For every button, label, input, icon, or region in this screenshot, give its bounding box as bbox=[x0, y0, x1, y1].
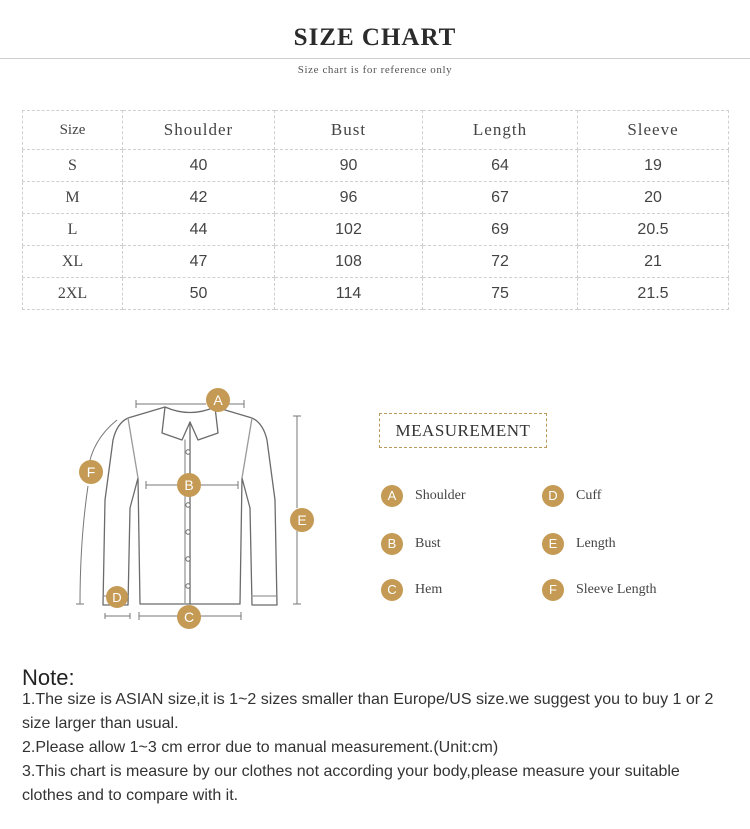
svg-text:F: F bbox=[86, 464, 96, 480]
marker-a-icon bbox=[206, 388, 230, 412]
svg-text:B: B bbox=[184, 477, 194, 493]
note-line: 2.Please allow 1~3 cm error due to manual measurement.(Unit:cm) bbox=[22, 739, 499, 756]
legend-item-cuff bbox=[542, 485, 601, 507]
size-cell: S bbox=[23, 150, 123, 182]
table-row bbox=[23, 182, 729, 214]
bust-cell: 114 bbox=[275, 278, 423, 310]
notes-list bbox=[22, 688, 722, 808]
letter-c-icon: C bbox=[381, 579, 403, 601]
size-cell: M bbox=[23, 182, 123, 214]
note-title: Note: bbox=[22, 665, 75, 690]
length-cell: 75 bbox=[423, 278, 578, 310]
legend-item-length bbox=[542, 533, 616, 555]
sleeve-cell: 20.5 bbox=[578, 214, 729, 246]
marker-c-icon bbox=[177, 605, 201, 629]
size-cell: XL bbox=[23, 246, 123, 278]
measurement-title: MEASUREMENT bbox=[379, 413, 547, 448]
bust-cell: 102 bbox=[275, 214, 423, 246]
note-line: 1.The size is ASIAN size,it is 1~2 sizes smaller than Europe/US size.we suggest you to buy 1 or 2 size larger than usual. bbox=[22, 691, 714, 732]
letter-a-icon: A bbox=[381, 485, 403, 507]
table-header-row bbox=[23, 111, 729, 150]
note-line: 3.This chart is measure by our clothes not according your body,please measure your suitable clothes and to compare with it. bbox=[22, 763, 680, 804]
length-cell: 67 bbox=[423, 182, 578, 214]
marker-f-icon bbox=[79, 460, 103, 484]
legend-label: Hem bbox=[415, 582, 443, 597]
legend-item-shoulder bbox=[381, 485, 466, 507]
length-cell: 64 bbox=[423, 150, 578, 182]
marker-d-icon bbox=[106, 586, 128, 608]
legend-label: Cuff bbox=[576, 488, 602, 503]
sleeve-cell: 21.5 bbox=[578, 278, 729, 310]
legend-item-bust bbox=[381, 533, 441, 555]
letter-e-icon: E bbox=[542, 533, 564, 555]
letter-d-icon: D bbox=[542, 485, 564, 507]
length-cell: 69 bbox=[423, 214, 578, 246]
size-cell: L bbox=[23, 214, 123, 246]
size-chart-title: SIZE CHART bbox=[293, 24, 457, 51]
shoulder-cell: 50 bbox=[123, 278, 275, 310]
column-header-shoulder: Shoulder bbox=[123, 111, 275, 150]
size-table bbox=[22, 110, 729, 310]
shoulder-cell: 42 bbox=[123, 182, 275, 214]
svg-text:C: C bbox=[183, 609, 195, 625]
legend-item-sleeve-length bbox=[542, 579, 656, 601]
sleeve-cell: 20 bbox=[578, 182, 729, 214]
shoulder-cell: 44 bbox=[123, 214, 275, 246]
marker-e-icon bbox=[290, 508, 314, 532]
size-chart-subtitle: Size chart is for reference only bbox=[297, 64, 453, 76]
marker-b-icon bbox=[177, 473, 201, 497]
legend-label: Length bbox=[576, 536, 616, 551]
title-divider bbox=[0, 58, 750, 59]
table-row bbox=[23, 214, 729, 246]
length-cell: 72 bbox=[423, 246, 578, 278]
shoulder-cell: 47 bbox=[123, 246, 275, 278]
bust-cell: 96 bbox=[275, 182, 423, 214]
size-cell: 2XL bbox=[23, 278, 123, 310]
letter-f-icon: F bbox=[542, 579, 564, 601]
svg-text:A: A bbox=[213, 392, 223, 408]
svg-text:E: E bbox=[297, 512, 307, 528]
bust-cell: 108 bbox=[275, 246, 423, 278]
legend-label: Bust bbox=[415, 536, 441, 551]
table-row bbox=[23, 246, 729, 278]
bust-cell: 90 bbox=[275, 150, 423, 182]
shirt-diagram bbox=[0, 380, 330, 630]
svg-text:D: D bbox=[112, 590, 122, 605]
sleeve-cell: 19 bbox=[578, 150, 729, 182]
column-header-bust: Bust bbox=[275, 111, 423, 150]
column-header-length: Length bbox=[423, 111, 578, 150]
table-row bbox=[23, 150, 729, 182]
letter-b-icon: B bbox=[381, 533, 403, 555]
legend-label: Shoulder bbox=[415, 488, 466, 503]
legend-label: Sleeve Length bbox=[576, 582, 657, 597]
column-header-sleeve: Sleeve bbox=[578, 111, 729, 150]
shoulder-cell: 40 bbox=[123, 150, 275, 182]
table-row bbox=[23, 278, 729, 310]
column-header-size: Size bbox=[23, 111, 123, 150]
legend-item-hem bbox=[381, 579, 442, 601]
sleeve-cell: 21 bbox=[578, 246, 729, 278]
